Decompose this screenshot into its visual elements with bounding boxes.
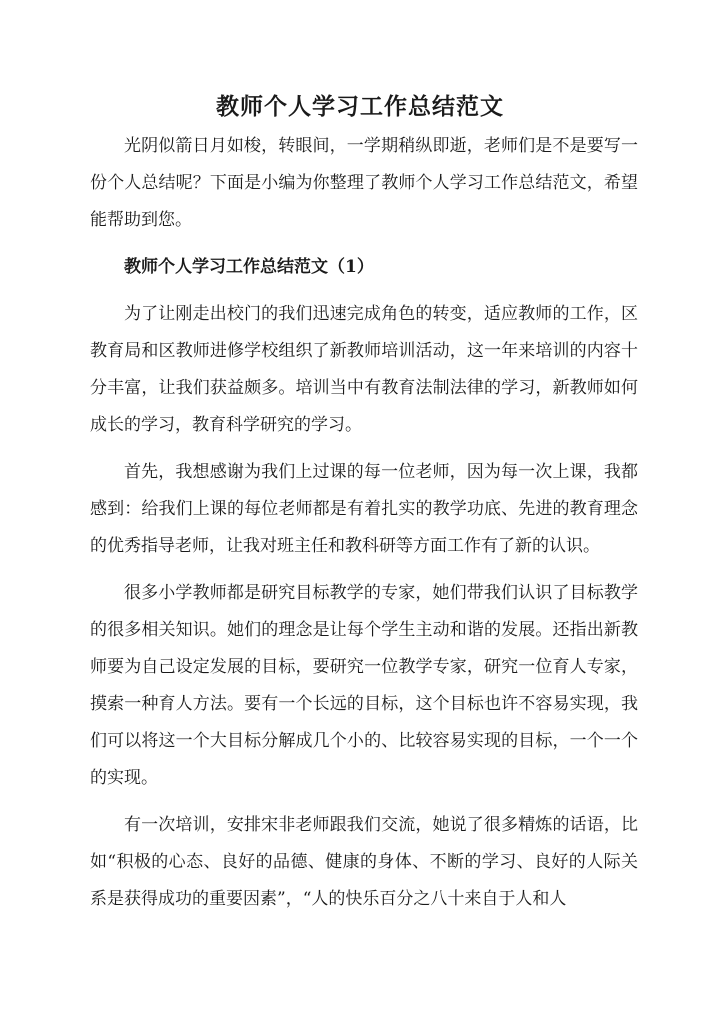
document-title: 教师个人学习工作总结范文 [216, 93, 504, 120]
section-heading: 教师个人学习工作总结范文（1） [124, 257, 374, 277]
body-paragraph-2: 首先，我想感谢为我们上过课的每一位老师，因为每一次上课，我都感到：给我们上课的每位老师都是有着扎实的教学功底、先进的教育理念的优秀指导老师，让我对班主任和教科研等方面工作有了新的认识。 [90, 462, 638, 556]
body-paragraph-4: 有一次培训，安排宋非老师跟我们交流，她说了很多精炼的话语，比如“积极的心态、良好的品德、健康的身体、不断的学习、良好的人际关系是获得成功的重要因素”，“人的快乐百分之八十来自于人和人 [90, 815, 638, 909]
body-paragraph-1: 为了让刚走出校门的我们迅速完成角色的转变，适应教师的工作，区教育局和区教师进修学校组织了新教师培训活动，这一年来培训的内容十分丰富，让我们获益颇多。培训当中有教育法制法律的学习，新教师如何成长的学习，教育科学研究的学习。 [90, 304, 638, 435]
body-paragraph-3: 很多小学教师都是研究目标教学的专家，她们带我们认识了目标教学的很多相关知识。她们的理念是让每个学生主动和谐的发展。还指出新教师要为自己设定发展的目标，要研究一位教学专家，研究一位育人专家，摸索一种育人方法。要有一个长远的目标，这个目标也许不容易实现，我们可以将这一个大目标分解成几个小的、比较容易实现的目标，一个一个的实现。 [90, 583, 638, 788]
intro-paragraph: 光阴似箭日月如梭，转眼间，一学期稍纵即逝，老师们是不是要写一份个人总结呢？下面是小编为你整理了教师个人学习工作总结范文，希望能帮助到您。 [90, 136, 638, 230]
document-body [90, 128, 638, 918]
